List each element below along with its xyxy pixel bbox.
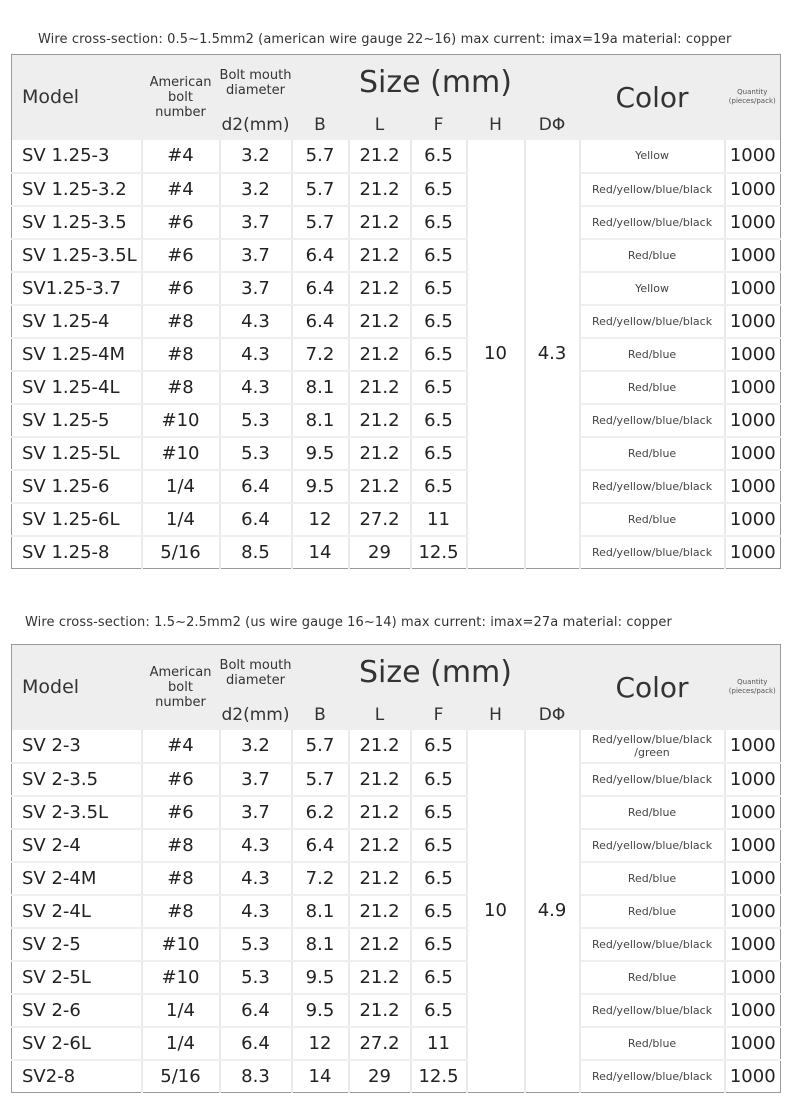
- cell-color: Red/yellow/blue/black: [580, 763, 725, 796]
- cell-quantity: 1000: [729, 541, 776, 563]
- cell-l: 21.2: [349, 206, 411, 239]
- cell-f: 6.5: [411, 961, 467, 994]
- cell-color: Red/blue: [580, 437, 725, 470]
- cell-f: 6.5: [411, 796, 467, 829]
- cell-color: Red/yellow/blue/black: [580, 470, 725, 503]
- cell-bolt-number: 1/4: [142, 470, 220, 503]
- table-row: [12, 140, 781, 173]
- cell-quantity: 1000: [725, 173, 781, 206]
- cell-d2: 3.7: [220, 272, 292, 305]
- cell-d2: 4.3: [220, 829, 292, 862]
- cell-model: SV 1.25-4M: [12, 338, 142, 371]
- cell-b: 9.5: [292, 961, 349, 994]
- section-caption: Wire cross-section: 1.5~2.5mm2 (us wire gauge 16~14) max current: imax=27a material: copper: [25, 615, 672, 630]
- table-row: [12, 796, 781, 829]
- cell-bolt-number: #8: [142, 338, 220, 371]
- table-row: [12, 173, 781, 206]
- cell-model: SV 1.25-5: [12, 404, 142, 437]
- cell-color: Red/blue: [580, 239, 725, 272]
- cell-b: 5.7: [292, 763, 349, 796]
- header-color: Color: [580, 645, 725, 730]
- cell-b: 5.7: [292, 730, 349, 763]
- table-row: [12, 272, 781, 305]
- cell-quantity: 1000: [725, 272, 781, 305]
- cell-dphi-merged: 4.3: [525, 140, 580, 569]
- cell-l: 21.2: [349, 239, 411, 272]
- cell-quantity: 1000: [725, 796, 781, 829]
- spec-table: [11, 54, 781, 569]
- header-l: L: [349, 701, 411, 730]
- cell-l: 29: [349, 1060, 411, 1093]
- cell-bolt-number: #6: [142, 796, 220, 829]
- cell-d2: 6.4: [220, 994, 292, 1027]
- cell-b: 7.2: [292, 862, 349, 895]
- cell-color: Red/blue: [580, 371, 725, 404]
- cell-quantity: 1000: [725, 994, 781, 1027]
- cell-d2: 3.7: [220, 796, 292, 829]
- cell-b: 8.1: [292, 895, 349, 928]
- cell-color: Red/yellow/blue/black: [580, 305, 725, 338]
- cell-f: 6.5: [411, 994, 467, 1027]
- table-row: [12, 895, 781, 928]
- cell-model: SV 2-4L: [12, 895, 142, 928]
- cell-bolt-number: #6: [142, 272, 220, 305]
- cell-color: Red/yellow/blue/black /green: [580, 730, 725, 763]
- header-b: B: [292, 701, 349, 730]
- cell-color: Red/yellow/blue/black: [580, 173, 725, 206]
- cell-model: SV 2-6L: [12, 1027, 142, 1060]
- table-row: [12, 1027, 781, 1060]
- cell-l: 21.2: [349, 829, 411, 862]
- cell-d2: 5.3: [220, 928, 292, 961]
- cell-bolt-number: #8: [142, 895, 220, 928]
- cell-bolt-number: #10: [142, 928, 220, 961]
- cell-d2: 3.2: [220, 140, 292, 173]
- cell-color: Red/yellow/blue/black: [580, 829, 725, 862]
- table-row: [12, 404, 781, 437]
- cell-b: 9.5: [292, 437, 349, 470]
- cell-d2: 6.4: [220, 470, 292, 503]
- cell-dphi-merged: 4.9: [525, 730, 580, 1093]
- cell-d2: 6.4: [220, 503, 292, 536]
- cell-f: 6.5: [411, 829, 467, 862]
- cell-color: Red/yellow/blue/black: [580, 928, 725, 961]
- cell-l: 29: [349, 536, 411, 569]
- header-bolt-mouth: Bolt mouth diameter: [220, 55, 292, 111]
- header-l: L: [349, 111, 411, 140]
- cell-d2: 5.3: [220, 961, 292, 994]
- cell-quantity: 1000: [725, 338, 781, 371]
- section-caption: Wire cross-section: 0.5~1.5mm2 (american wire gauge 22~16) max current: imax=19a material: copper: [38, 32, 732, 47]
- cell-model: SV 2-5L: [12, 961, 142, 994]
- cell-quantity: 1000: [725, 961, 781, 994]
- cell-color: Red/blue: [580, 338, 725, 371]
- cell-quantity: 1000: [725, 503, 781, 536]
- cell-model: SV 1.25-3: [12, 140, 142, 173]
- cell-quantity: 1000: [725, 140, 781, 173]
- cell-color: Red/yellow/blue/black: [580, 994, 725, 1027]
- cell-bolt-number: #8: [142, 862, 220, 895]
- cell-l: 21.2: [349, 796, 411, 829]
- header-dphi: DΦ: [525, 111, 580, 140]
- cell-f: 6.5: [411, 862, 467, 895]
- cell-b: 5.7: [292, 140, 349, 173]
- table-row: [12, 961, 781, 994]
- cell-l: 27.2: [349, 503, 411, 536]
- cell-l: 21.2: [349, 730, 411, 763]
- spec-table-body: [12, 730, 781, 1093]
- cell-l: 27.2: [349, 1027, 411, 1060]
- cell-f: 6.5: [411, 173, 467, 206]
- cell-model: SV2-8: [12, 1060, 142, 1093]
- cell-f: 6.5: [411, 437, 467, 470]
- cell-quantity: 1000: [725, 763, 781, 796]
- cell-b: 14: [292, 1060, 349, 1093]
- cell-model: SV 1.25-3.5L: [12, 239, 142, 272]
- cell-d2: 5.3: [220, 404, 292, 437]
- cell-b: 12: [292, 1027, 349, 1060]
- cell-color: Red/blue: [580, 796, 725, 829]
- table-row: [12, 206, 781, 239]
- cell-quantity: 1000: [725, 437, 781, 470]
- cell-b: 8.1: [292, 404, 349, 437]
- cell-f: 11: [411, 1027, 467, 1060]
- header-model: Model: [12, 55, 142, 140]
- cell-model: SV 2-5: [12, 928, 142, 961]
- cell-b: 5.7: [292, 206, 349, 239]
- cell-b: 9.5: [292, 470, 349, 503]
- cell-b: 5.7: [292, 173, 349, 206]
- cell-bolt-number: #4: [142, 140, 220, 173]
- cell-d2: 3.7: [220, 206, 292, 239]
- cell-bolt-number: #10: [142, 437, 220, 470]
- cell-bolt-number: #10: [142, 404, 220, 437]
- cell-model: SV 2-3.5: [12, 763, 142, 796]
- table-row: [12, 503, 781, 536]
- cell-bolt-number: 5/16: [142, 1060, 220, 1093]
- cell-l: 21.2: [349, 173, 411, 206]
- cell-l: 21.2: [349, 140, 411, 173]
- cell-color: Red/blue: [580, 503, 725, 536]
- cell-d2: 4.3: [220, 371, 292, 404]
- cell-f: 11: [411, 503, 467, 536]
- cell-bolt-number: 1/4: [142, 994, 220, 1027]
- cell-bolt-number: #4: [142, 173, 220, 206]
- cell-bolt-number: #8: [142, 371, 220, 404]
- header-bolt-mouth: Bolt mouth diameter: [220, 645, 292, 701]
- cell-f: 6.5: [411, 470, 467, 503]
- cell-f: 6.5: [411, 206, 467, 239]
- cell-d2: 5.3: [220, 437, 292, 470]
- cell-bolt-number: #10: [142, 961, 220, 994]
- cell-bolt-number: #6: [142, 206, 220, 239]
- cell-f: 6.5: [411, 730, 467, 763]
- cell-f: 6.5: [411, 928, 467, 961]
- cell-bolt-number: 1/4: [142, 1027, 220, 1060]
- header-h: H: [467, 701, 525, 730]
- table-row: [12, 1060, 781, 1093]
- cell-l: 21.2: [349, 862, 411, 895]
- header-d2: d2(mm): [220, 111, 292, 140]
- header-size: Size (mm): [292, 645, 580, 701]
- cell-color: Red/yellow/blue/black: [580, 206, 725, 239]
- cell-quantity: 1000: [725, 928, 781, 961]
- cell-d2: 4.3: [220, 305, 292, 338]
- cell-f: 6.5: [411, 140, 467, 173]
- table-row: [12, 994, 781, 1027]
- cell-model: SV 2-6: [12, 994, 142, 1027]
- cell-l: 21.2: [349, 994, 411, 1027]
- cell-model: SV 1.25-6L: [12, 503, 142, 536]
- cell-model: SV 2-3: [12, 730, 142, 763]
- cell-bolt-number: 5/16: [142, 536, 220, 569]
- cell-f: 6.5: [411, 895, 467, 928]
- cell-color: Yellow: [580, 140, 725, 173]
- cell-l: 21.2: [349, 470, 411, 503]
- cell-color: Yellow: [580, 272, 725, 305]
- cell-f: 6.5: [411, 305, 467, 338]
- table-row: [12, 536, 781, 569]
- cell-l: 21.2: [349, 371, 411, 404]
- table-row: [12, 371, 781, 404]
- cell-color: Red/blue: [580, 961, 725, 994]
- cell-quantity: 1000: [725, 730, 781, 763]
- cell-d2: 6.4: [220, 1027, 292, 1060]
- cell-l: 21.2: [349, 272, 411, 305]
- cell-model: SV 1.25-3.5: [12, 206, 142, 239]
- cell-model: SV 1.25-4L: [12, 371, 142, 404]
- cell-b: 12: [292, 503, 349, 536]
- cell-model: SV 2-3.5L: [12, 796, 142, 829]
- cell-l: 21.2: [349, 437, 411, 470]
- cell-d2: 3.7: [220, 239, 292, 272]
- cell-d2: 4.3: [220, 338, 292, 371]
- table-row: [12, 730, 781, 763]
- cell-quantity: 1000: [725, 239, 781, 272]
- cell-b: 6.4: [292, 272, 349, 305]
- header-h: H: [467, 111, 525, 140]
- cell-l: 21.2: [349, 895, 411, 928]
- cell-quantity: 1000: [725, 1027, 781, 1060]
- cell-f: 6.5: [411, 272, 467, 305]
- header-color: Color: [580, 55, 725, 140]
- cell-quantity: 1000: [725, 206, 781, 239]
- cell-quantity: 1000: [725, 895, 781, 928]
- cell-bolt-number: 1/4: [142, 503, 220, 536]
- cell-l: 21.2: [349, 305, 411, 338]
- header-d2: d2(mm): [220, 701, 292, 730]
- table-row: [12, 928, 781, 961]
- cell-f: 6.5: [411, 371, 467, 404]
- cell-model: SV 1.25-8: [12, 536, 142, 569]
- header-b: B: [292, 111, 349, 140]
- spec-table-body: [12, 140, 781, 569]
- cell-model: SV 1.25-3.2: [12, 173, 142, 206]
- cell-model: SV 1.25-6: [12, 470, 142, 503]
- cell-l: 21.2: [349, 338, 411, 371]
- header-size: Size (mm): [292, 55, 580, 111]
- cell-quantity: 1000: [725, 404, 781, 437]
- table-row: [12, 338, 781, 371]
- cell-b: 8.1: [292, 371, 349, 404]
- cell-d2: 8.5: [220, 536, 292, 569]
- table-row: [12, 470, 781, 503]
- cell-l: 21.2: [349, 961, 411, 994]
- header-american-bolt: American bolt number: [142, 645, 220, 730]
- cell-b: 9.5: [292, 994, 349, 1027]
- cell-quantity: 1000: [725, 470, 781, 503]
- cell-b: 8.1: [292, 928, 349, 961]
- header-f: F: [411, 701, 467, 730]
- cell-l: 21.2: [349, 763, 411, 796]
- cell-model: SV 1.25-5L: [12, 437, 142, 470]
- cell-b: 6.4: [292, 829, 349, 862]
- cell-model: SV 2-4: [12, 829, 142, 862]
- cell-l: 21.2: [349, 928, 411, 961]
- table-row: [12, 239, 781, 272]
- cell-h-merged: 10: [467, 140, 525, 569]
- cell-bolt-number: #8: [142, 829, 220, 862]
- cell-quantity: 1000: [725, 862, 781, 895]
- cell-model: SV 2-4M: [12, 862, 142, 895]
- header-model: Model: [12, 645, 142, 730]
- cell-d2: 4.3: [220, 895, 292, 928]
- cell-model: SV 1.25-4: [12, 305, 142, 338]
- cell-f: 6.5: [411, 338, 467, 371]
- cell-d2: 8.3: [220, 1060, 292, 1093]
- cell-b: 7.2: [292, 338, 349, 371]
- cell-bolt-number: #6: [142, 763, 220, 796]
- cell-color: Red/yellow/blue/black: [580, 1060, 725, 1093]
- cell-d2: 3.2: [220, 173, 292, 206]
- cell-color: Red/blue: [580, 1027, 725, 1060]
- cell-color: Red/yellow/blue/black: [580, 404, 725, 437]
- cell-l: 21.2: [349, 404, 411, 437]
- cell-bolt-number: #4: [142, 730, 220, 763]
- cell-f: 6.5: [411, 239, 467, 272]
- cell-quantity: 1000: [725, 371, 781, 404]
- table-row: [12, 862, 781, 895]
- table-row: [12, 763, 781, 796]
- cell-f: 6.5: [411, 404, 467, 437]
- cell-b: 14: [292, 536, 349, 569]
- cell-d2: 3.7: [220, 763, 292, 796]
- cell-f: 12.5: [411, 1060, 467, 1093]
- cell-b: 6.2: [292, 796, 349, 829]
- header-quantity: Quantity (pieces/pack): [725, 55, 781, 140]
- cell-f: 12.5: [411, 536, 467, 569]
- cell-bolt-number: #6: [142, 239, 220, 272]
- table-row: [12, 305, 781, 338]
- cell-h-merged: 10: [467, 730, 525, 1093]
- table-row: [12, 437, 781, 470]
- cell-quantity: 1000: [729, 1065, 776, 1087]
- cell-color: Red/blue: [580, 895, 725, 928]
- table-row: [12, 829, 781, 862]
- spec-table: [11, 644, 781, 1093]
- cell-b: 6.4: [292, 239, 349, 272]
- header-f: F: [411, 111, 467, 140]
- header-american-bolt: American bolt number: [142, 55, 220, 140]
- header-quantity: Quantity (pieces/pack): [725, 645, 781, 730]
- header-dphi: DΦ: [525, 701, 580, 730]
- cell-quantity: 1000: [725, 305, 781, 338]
- cell-d2: 4.3: [220, 862, 292, 895]
- cell-color: Red/blue: [580, 862, 725, 895]
- cell-b: 6.4: [292, 305, 349, 338]
- cell-f: 6.5: [411, 763, 467, 796]
- cell-d2: 3.2: [220, 730, 292, 763]
- cell-bolt-number: #8: [142, 305, 220, 338]
- cell-model: SV1.25-3.7: [12, 272, 142, 305]
- cell-quantity: 1000: [725, 829, 781, 862]
- cell-color: Red/yellow/blue/black: [580, 536, 725, 569]
